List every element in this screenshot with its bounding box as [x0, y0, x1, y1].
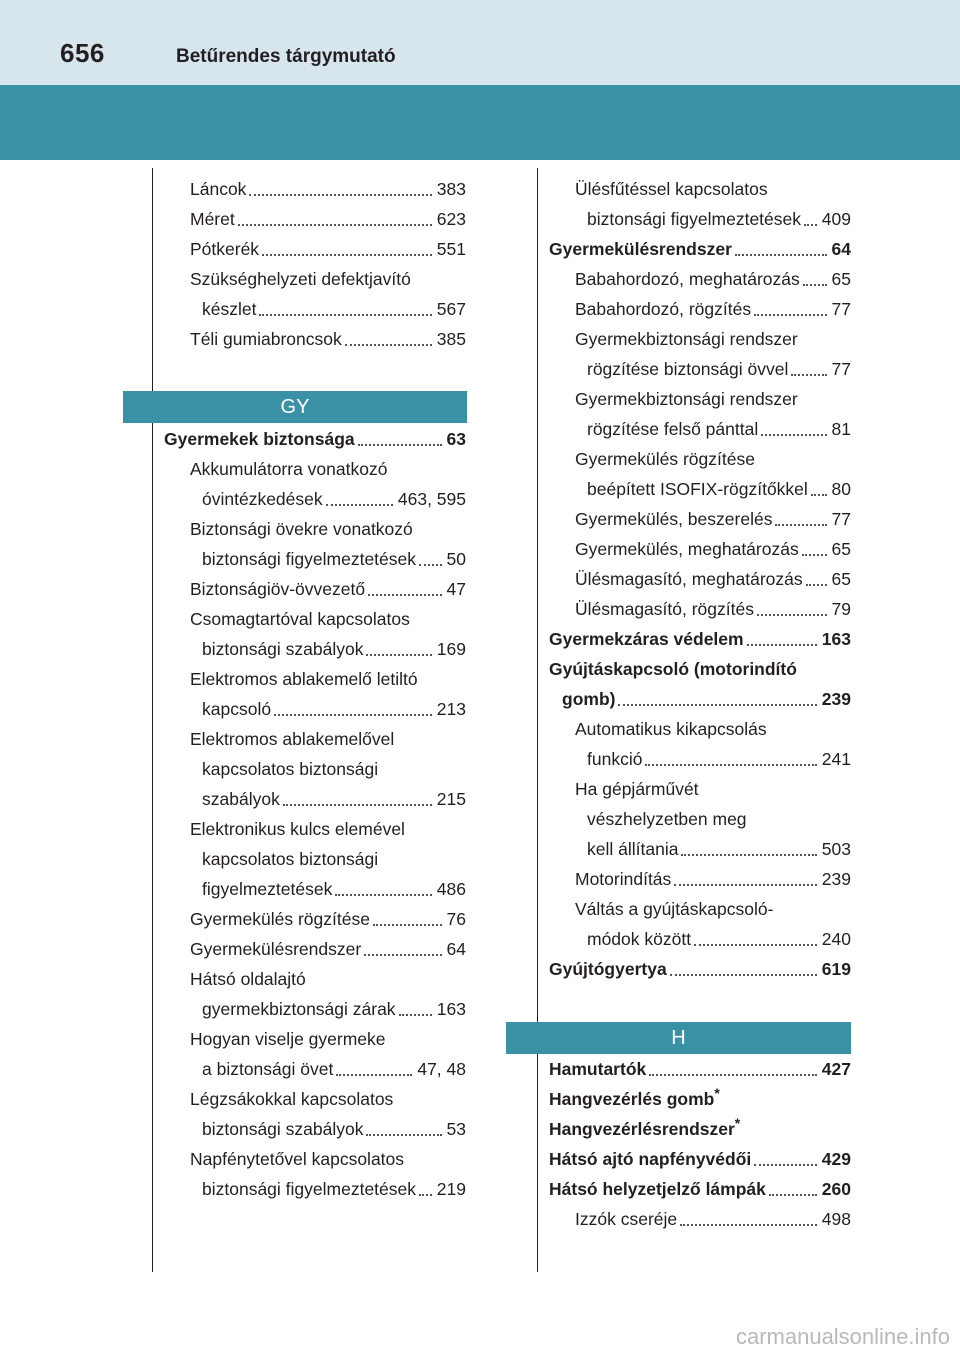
index-entry: [549, 444, 851, 474]
index-entry-label: Méret: [190, 209, 235, 229]
index-entry-label: Gyújtógyertya: [549, 959, 667, 979]
index-entry: [164, 204, 466, 234]
index-entry-label: gyermekbiztonsági zárak: [202, 999, 396, 1019]
index-entry-page: 80: [830, 474, 851, 504]
index-entry-label: Hangvezérlésrendszer*: [549, 1115, 741, 1139]
index-entry-page: 47, 48: [415, 1054, 466, 1084]
index-entry-label: módok között: [587, 929, 692, 949]
index-entry: [164, 424, 466, 454]
index-entry: [164, 634, 466, 664]
leader-dots: [345, 344, 432, 346]
leader-dots: [368, 594, 441, 596]
index-entry: [164, 784, 466, 814]
leader-dots: [249, 194, 431, 196]
index-entry-page: 498: [820, 1204, 851, 1234]
index-column-left-top: [164, 174, 466, 354]
index-entry: [549, 1144, 851, 1174]
index-entry: [549, 924, 851, 954]
index-entry-label: a biztonsági övet: [202, 1059, 334, 1079]
index-entry: [164, 934, 466, 964]
index-entry-label: beépített ISOFIX-rögzítőkkel: [587, 479, 808, 499]
index-entry-label: Gyermekbiztonsági rendszer: [575, 329, 798, 349]
index-entry: [164, 1114, 466, 1144]
index-entry-label: Hogyan viselje gyermeke: [190, 1029, 386, 1049]
leader-dots: [419, 1194, 432, 1196]
leader-dots: [804, 224, 817, 226]
leader-dots: [747, 644, 817, 646]
index-entry-page: 81: [830, 414, 851, 444]
index-entry-label: kapcsoló: [202, 699, 272, 719]
index-entry-label: Elektronikus kulcs elemével: [190, 819, 405, 839]
index-entry-label: Hátsó ajtó napfényvédői: [549, 1149, 752, 1169]
index-entry-label: Hamutartók: [549, 1059, 647, 1079]
index-entry-page: 215: [435, 784, 466, 814]
leader-dots: [274, 714, 432, 716]
index-entry: [164, 1024, 466, 1054]
leader-dots: [335, 894, 431, 896]
index-entry-page: 427: [820, 1054, 851, 1084]
index-entry-label: Téli gumiabroncsok: [190, 329, 342, 349]
leader-dots: [366, 654, 431, 656]
index-entry-label: biztonsági figyelmeztetések: [202, 1179, 416, 1199]
index-entry: [164, 964, 466, 994]
index-entry-label: Elektromos ablakemelővel: [190, 729, 395, 749]
index-entry-page: 77: [830, 294, 851, 324]
index-entry: [549, 204, 851, 234]
index-entry: [164, 484, 466, 514]
leader-dots: [618, 704, 816, 706]
index-entry-page: 503: [820, 834, 851, 864]
leader-dots: [670, 974, 817, 976]
index-entry-label: Gyermekülés rögzítése: [190, 909, 370, 929]
index-entry-page: 241: [820, 744, 851, 774]
leader-dots: [419, 564, 442, 566]
index-entry-label: Biztonságiöv-övvezető: [190, 579, 366, 599]
index-entry-page: 213: [435, 694, 466, 724]
leader-dots: [259, 314, 431, 316]
leader-dots: [262, 254, 432, 256]
index-entry-label: biztonsági szabályok: [202, 639, 364, 659]
index-entry-label: Biztonsági övekre vonatkozó: [190, 519, 413, 539]
index-entry-label: Elektromos ablakemelő letiltó: [190, 669, 418, 689]
index-entry: [549, 1084, 851, 1114]
index-entry: [549, 504, 851, 534]
index-entry: [164, 814, 466, 844]
index-entry-label: Automatikus kikapcsolás: [575, 719, 767, 739]
leader-dots: [366, 1134, 441, 1136]
leader-dots: [769, 1194, 817, 1196]
index-entry-page: 619: [820, 954, 851, 984]
header-band: [0, 85, 960, 160]
index-entry: [164, 754, 466, 784]
index-entry: [164, 724, 466, 754]
index-entry-page: 385: [435, 324, 466, 354]
index-entry: [164, 234, 466, 264]
index-entry: [164, 694, 466, 724]
leader-dots: [326, 504, 393, 506]
index-entry-label: biztonsági szabályok: [202, 1119, 364, 1139]
index-entry: [549, 1054, 851, 1084]
leader-dots: [238, 224, 432, 226]
watermark: carmanualsonline.info: [735, 1324, 950, 1349]
index-entry: [164, 1084, 466, 1114]
index-entry-label: Ülésmagasító, meghatározás: [575, 569, 803, 589]
index-entry-label: Napfénytetővel kapcsolatos: [190, 1149, 405, 1169]
index-entry-page: 219: [435, 1174, 466, 1204]
index-entry-label: biztonsági figyelmeztetések: [587, 209, 801, 229]
index-entry-label: rögzítése felső pánttal: [587, 419, 759, 439]
index-entry-label: Gyermekülésrendszer: [549, 239, 732, 259]
column-divider-left: [152, 168, 153, 1272]
index-entry-label: Ha gépjárművét: [575, 779, 699, 799]
footnote-marker: *: [734, 1115, 741, 1132]
leader-dots: [806, 584, 827, 586]
index-entry: [549, 594, 851, 624]
index-entry: [549, 654, 851, 684]
index-entry-page: 65: [830, 534, 851, 564]
index-entry-label: Szükséghelyzeti defektjavító: [190, 269, 411, 289]
index-entry-label: figyelmeztetések: [202, 879, 333, 899]
index-entry-label: Hátsó oldalajtó: [190, 969, 306, 989]
index-entry-page: 429: [820, 1144, 851, 1174]
index-entry: [164, 994, 466, 1024]
index-entry-page: 77: [830, 504, 851, 534]
index-entry-label: biztonsági figyelmeztetések: [202, 549, 416, 569]
index-entry-label: szabályok: [202, 789, 280, 809]
leader-dots: [674, 884, 817, 886]
index-entry: [549, 834, 851, 864]
index-column-left-gy: [164, 424, 466, 1204]
footnote-marker: *: [714, 1085, 720, 1102]
index-entry-page: 551: [435, 234, 466, 264]
leader-dots: [754, 1164, 817, 1166]
index-entry: [164, 1174, 466, 1204]
column-divider-right: [537, 168, 538, 1272]
index-entry-label: Gyermekek biztonsága: [164, 429, 355, 449]
leader-dots: [358, 444, 442, 446]
index-entry: [549, 894, 851, 924]
index-entry: [164, 174, 466, 204]
leader-dots: [645, 764, 816, 766]
index-entry: [549, 324, 851, 354]
index-entry: [549, 684, 851, 714]
index-entry: [549, 294, 851, 324]
index-entry-label: Hátsó helyzetjelző lámpák: [549, 1179, 766, 1199]
index-entry-label: Hangvezérlés gomb*: [549, 1085, 720, 1109]
leader-dots: [775, 524, 826, 526]
index-entry-label: Gyermekülés, meghatározás: [575, 539, 799, 559]
index-entry-label: vészhelyzetben meg: [587, 809, 747, 829]
index-entry-page: 383: [435, 174, 466, 204]
index-column-right-h: [549, 1054, 851, 1234]
index-entry-page: 169: [435, 634, 466, 664]
index-entry: [549, 234, 851, 264]
index-entry-page: 50: [445, 544, 466, 574]
index-entry-label: Csomagtartóval kapcsolatos: [190, 609, 410, 629]
index-entry-label: Ülésfűtéssel kapcsolatos: [575, 179, 768, 199]
index-entry-page: 240: [820, 924, 851, 954]
index-entry: [549, 744, 851, 774]
index-entry: [164, 454, 466, 484]
index-column-right-top: [549, 174, 851, 984]
leader-dots: [811, 494, 827, 496]
leader-dots: [694, 944, 817, 946]
index-entry: [549, 774, 851, 804]
index-entry-page: 65: [830, 564, 851, 594]
leader-dots: [336, 1074, 412, 1076]
index-entry-page: 47: [445, 574, 466, 604]
index-entry: [164, 874, 466, 904]
index-entry-label: Babahordozó, meghatározás: [575, 269, 800, 289]
index-entry: [164, 664, 466, 694]
index-entry: [549, 714, 851, 744]
index-entry: [164, 844, 466, 874]
index-entry-label: Légzsákokkal kapcsolatos: [190, 1089, 394, 1109]
index-entry: [164, 904, 466, 934]
page-number: 656: [60, 38, 105, 68]
index-entry-page: 409: [820, 204, 851, 234]
index-entry: [549, 564, 851, 594]
leader-dots: [373, 924, 442, 926]
index-entry-page: 64: [445, 934, 466, 964]
index-entry: [549, 414, 851, 444]
index-entry-label: óvintézkedések: [202, 489, 323, 509]
index-entry-page: 163: [820, 624, 851, 654]
index-entry-page: 463, 595: [396, 484, 466, 514]
section-header-h: H: [506, 1022, 851, 1054]
section-header-gy: GY: [123, 391, 467, 423]
index-entry: [164, 544, 466, 574]
index-entry: [549, 474, 851, 504]
index-entry-page: 163: [435, 994, 466, 1024]
index-entry-page: 486: [435, 874, 466, 904]
index-entry: [549, 1114, 851, 1144]
index-entry-page: 623: [435, 204, 466, 234]
index-entry: [549, 384, 851, 414]
index-entry-label: rögzítése biztonsági övvel: [587, 359, 789, 379]
leader-dots: [680, 1224, 817, 1226]
index-entry: [549, 1174, 851, 1204]
index-entry-label: Motorindítás: [575, 869, 672, 889]
index-entry-page: 239: [820, 864, 851, 894]
index-entry-page: 76: [445, 904, 466, 934]
index-entry: [549, 624, 851, 654]
index-entry: [549, 534, 851, 564]
header-strip: [0, 0, 960, 85]
index-entry-label: Gyermekülésrendszer: [190, 939, 362, 959]
index-entry-label: Ülésmagasító, rögzítés: [575, 599, 754, 619]
index-entry: [164, 574, 466, 604]
index-entry: [164, 514, 466, 544]
index-entry: [164, 1144, 466, 1174]
index-entry-page: 65: [830, 264, 851, 294]
index-entry-label: Gyermekbiztonsági rendszer: [575, 389, 798, 409]
leader-dots: [761, 434, 826, 436]
index-entry: [549, 954, 851, 984]
index-entry-label: kapcsolatos biztonsági: [202, 759, 379, 779]
index-entry: [164, 264, 466, 294]
index-entry-page: 63: [445, 424, 466, 454]
index-entry-label: kell állítania: [587, 839, 679, 859]
leader-dots: [399, 1014, 432, 1016]
index-entry: [549, 804, 851, 834]
index-entry-label: Váltás a gyújtáskapcsoló-: [575, 899, 774, 919]
index-entry-label: Láncok: [190, 179, 247, 199]
leader-dots: [649, 1074, 817, 1076]
index-entry-label: Gyújtáskapcsoló (motorindító: [549, 659, 797, 679]
index-entry-label: gomb): [562, 689, 616, 709]
leader-dots: [681, 854, 816, 856]
index-entry: [549, 864, 851, 894]
index-entry-label: készlet: [202, 299, 257, 319]
index-entry: [549, 264, 851, 294]
index-entry-page: 239: [820, 684, 851, 714]
index-entry-label: Gyermekzáras védelem: [549, 629, 744, 649]
index-entry-label: funkció: [587, 749, 643, 769]
index-entry-page: 64: [830, 234, 851, 264]
leader-dots: [757, 614, 827, 616]
index-entry-page: 567: [435, 294, 466, 324]
index-entry-page: 79: [830, 594, 851, 624]
leader-dots: [735, 254, 827, 256]
index-entry-label: kapcsolatos biztonsági: [202, 849, 379, 869]
index-entry: [549, 1204, 851, 1234]
leader-dots: [803, 284, 827, 286]
index-entry-label: Babahordozó, rögzítés: [575, 299, 752, 319]
index-entry-label: Akkumulátorra vonatkozó: [190, 459, 388, 479]
index-entry-label: Izzók cseréje: [575, 1209, 678, 1229]
leader-dots: [364, 954, 441, 956]
page-title: Betűrendes tárgymutató: [176, 46, 396, 67]
leader-dots: [754, 314, 826, 316]
index-entry: [164, 1054, 466, 1084]
leader-dots: [791, 374, 826, 376]
index-entry: [164, 324, 466, 354]
leader-dots: [283, 804, 432, 806]
index-entry: [164, 294, 466, 324]
index-entry-page: 260: [820, 1174, 851, 1204]
index-entry-page: 53: [445, 1114, 466, 1144]
index-entry-label: Pótkerék: [190, 239, 260, 259]
index-entry: [549, 174, 851, 204]
index-entry: [549, 354, 851, 384]
index-entry-label: Gyermekülés rögzítése: [575, 449, 755, 469]
leader-dots: [802, 554, 827, 556]
index-entry-page: 77: [830, 354, 851, 384]
index-entry: [164, 604, 466, 634]
index-entry-label: Gyermekülés, beszerelés: [575, 509, 773, 529]
